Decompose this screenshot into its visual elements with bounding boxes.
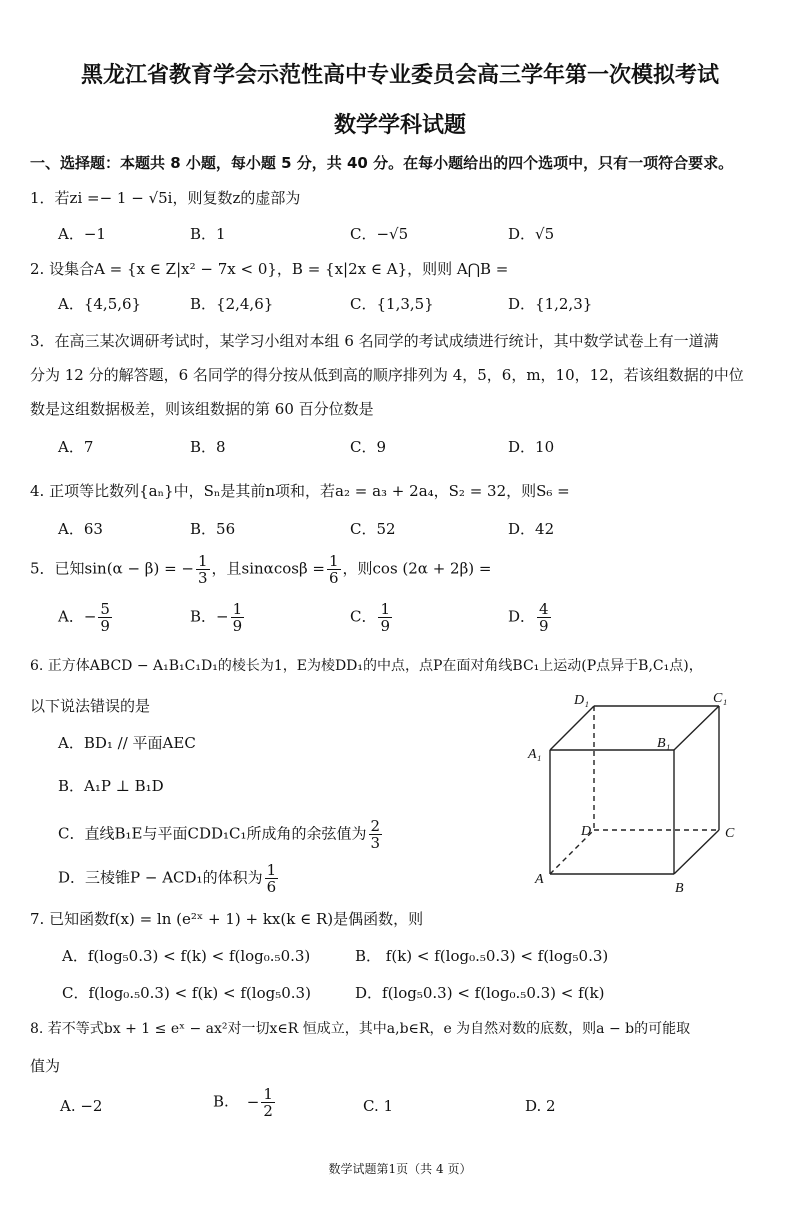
- option-label: C．: [350, 607, 377, 626]
- question-2-option-a: A．{4,5,6}: [58, 295, 142, 313]
- section-heading: 一、选择题：本题共 8 小题，每小题 5 分，共 40 分。在每小题给出的四个选项中，只有一项符合要求。: [30, 154, 734, 172]
- question-3-option-d: D．10: [508, 438, 555, 456]
- question-5-fraction-2: [327, 553, 341, 586]
- question-7-option-c: C．f(log₀.₅0.3) < f(k) < f(log₅0.3): [62, 984, 311, 1002]
- option-label: D．: [508, 607, 536, 626]
- question-5-fraction-1: [196, 553, 210, 586]
- fraction-numerator: 1: [232, 600, 243, 618]
- question-3-option-c: C．9: [350, 438, 387, 456]
- question-7-option-d: D．f(log₅0.3) < f(log₀.₅0.3) < f(k): [355, 984, 605, 1002]
- question-2-option-c: C．{1,3,5}: [350, 295, 434, 313]
- question-5-stem: [30, 553, 491, 586]
- option-sign: −: [216, 607, 229, 626]
- question-5-option-c: [350, 601, 394, 634]
- question-4-option-b: B．56: [190, 520, 236, 538]
- option-text: D．三棱锥P − ACD₁的体积为: [58, 868, 263, 887]
- question-6-option-a: A．BD₁ // 平面AEC: [58, 734, 196, 752]
- option-label: B．: [190, 607, 217, 626]
- question-5-stem-prefix: 5．已知sin(α − β) = −: [30, 559, 194, 578]
- question-6-option-b: B．A₁P ⊥ B₁D: [58, 777, 164, 795]
- cube-figure: [520, 680, 780, 900]
- edge-b-c: [674, 830, 719, 874]
- question-6-option-d: [58, 862, 280, 895]
- question-4-stem: 4. 正项等比数列{aₙ}中，Sₙ是其前n项和，若a₂ = a₃ + 2a₄，S₂ = 32，则S₆ =: [30, 482, 570, 500]
- vertex-label-a1: A₁: [528, 747, 542, 762]
- option-text: C．直线B₁E与平面CDD₁C₁所成角的余弦值为: [58, 824, 367, 843]
- fraction-denominator: 9: [380, 617, 391, 635]
- question-5-option-d: [508, 601, 553, 634]
- question-4-option-c: C．52: [350, 520, 396, 538]
- option-sign: −: [246, 1092, 260, 1111]
- fraction-numerator: 1: [263, 1085, 273, 1103]
- question-2-option-b: B．{2,4,6}: [190, 295, 274, 313]
- fraction-numerator: 1: [328, 552, 339, 570]
- fraction-denominator: 9: [539, 617, 549, 635]
- question-6-stem-line-2: 以下说法错误的是: [30, 697, 151, 715]
- question-8-stem: 8. 若不等式bx + 1 ≤ eˣ − ax²对一切x∈R 恒成立，其中a,b∈R，e 为自然对数的底数，则a − b的可能取: [30, 1021, 691, 1037]
- fraction-denominator: 9: [232, 617, 243, 635]
- vertex-label-d1: D₁: [574, 693, 589, 708]
- question-7-option-b: B． f(k) < f(log₀.₅0.3) < f(log₅0.3): [355, 947, 609, 965]
- question-1-option-b: B．1: [190, 225, 226, 243]
- question-4-option-d: D．42: [508, 520, 555, 538]
- edge-b1-c1: [674, 706, 719, 750]
- option-label: A．: [58, 607, 84, 626]
- question-1-option-a: A．−1: [58, 225, 106, 243]
- exam-title: 黑龙江省教育学会示范性高中专业委员会高三学年第一次模拟考试: [80, 63, 719, 88]
- vertex-label-c: C: [725, 826, 735, 841]
- fraction-numerator: 1: [266, 861, 277, 879]
- option-label: B.: [213, 1092, 229, 1111]
- fraction-denominator: 6: [266, 878, 277, 896]
- question-1-option-c: C．−√5: [350, 225, 409, 243]
- vertex-label-c1: C₁: [713, 691, 728, 706]
- fraction-denominator: 9: [100, 617, 110, 635]
- fraction-numerator: 5: [100, 600, 110, 618]
- question-7-option-a: A．f(log₅0.3) < f(k) < f(log₀.₅0.3): [62, 947, 311, 965]
- option-sign: −: [83, 607, 97, 626]
- question-2-option-d: D．{1,2,3}: [508, 295, 593, 313]
- vertex-label-b1: B₁: [657, 736, 671, 751]
- question-5-option-a: [58, 601, 114, 634]
- fraction-numerator: 4: [539, 600, 549, 618]
- exam-subtitle: 数学学科试题: [333, 113, 466, 138]
- vertex-label-a: A: [535, 872, 544, 887]
- question-5-option-b: [190, 601, 246, 634]
- question-5-stem-mid: ，且sinαcosβ =: [211, 559, 325, 578]
- question-1-stem: 1．若zi =− 1 − √5i，则复数z的虚部为: [30, 189, 301, 207]
- fraction-denominator: 6: [328, 569, 339, 587]
- question-8-option-d: D. 2: [525, 1097, 556, 1115]
- edge-a1-d1: [550, 706, 594, 750]
- fraction-denominator: 2: [263, 1102, 273, 1120]
- question-8-stem-line-2: 值为: [30, 1057, 61, 1075]
- vertex-label-b: B: [675, 881, 684, 896]
- question-7-stem: 7. 已知函数f(x) = ln (e²ˣ + 1) + kx(k ∈ R)是偶函数，则: [30, 910, 424, 928]
- question-6-stem: 6. 正方体ABCD − A₁B₁C₁D₁的棱长为1，E为棱DD₁的中点，点P在面对角线BC₁上运动(P点异于B,C₁点)，: [30, 658, 703, 674]
- fraction-numerator: 2: [370, 817, 381, 835]
- question-3-stem-line-2: 分为 12 分的解答题，6 名同学的得分按从低到高的顺序排列为 4，5，6，m，10，12，若该组数据的中位: [30, 366, 744, 384]
- fraction-denominator: 3: [197, 569, 208, 587]
- question-5-stem-suffix: ，则cos (2α + 2β) =: [342, 559, 492, 578]
- question-3-stem-line-3: 数是这组数据极差，则该组数据的第 60 百分位数是: [30, 400, 374, 418]
- question-1-option-d: D．√5: [508, 225, 555, 243]
- question-3-stem-line-1: 3．在高三某次调研考试时，某学习小组对本组 6 名同学的考试成绩进行统计，其中数学试卷上有一道满: [30, 332, 719, 350]
- question-3-option-a: A．7: [58, 438, 94, 456]
- vertex-label-d: D: [581, 824, 592, 839]
- question-3-option-b: B．8: [190, 438, 226, 456]
- page-footer: 数学试题第1页（共 4 页）: [328, 1162, 472, 1176]
- question-4-option-a: A．63: [58, 520, 103, 538]
- question-2-stem: 2. 设集合A = {x ∈ Z|x² − 7x < 0}，B = {x|2x ∈ A}，则则 A⋂B =: [30, 260, 509, 278]
- fraction-denominator: 3: [370, 834, 381, 852]
- question-8-option-c: C. 1: [363, 1097, 394, 1115]
- question-8-option-a: A. −2: [60, 1097, 103, 1115]
- question-6-option-c: [58, 818, 384, 851]
- question-8-option-b: [213, 1086, 277, 1119]
- fraction-numerator: 1: [380, 600, 391, 618]
- fraction-numerator: 1: [197, 552, 208, 570]
